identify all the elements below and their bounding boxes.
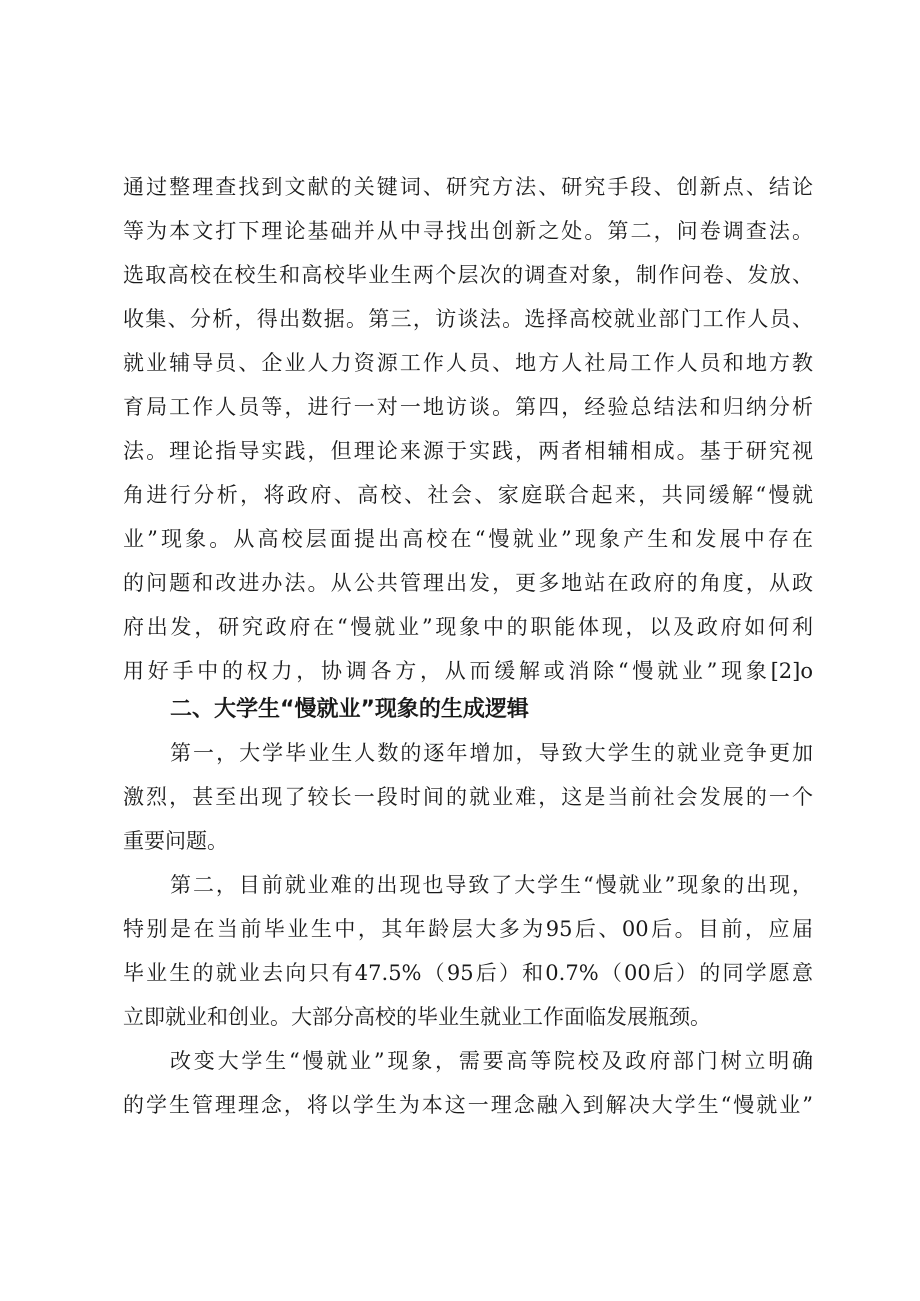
paragraph-1-line-10: 的问题和改进办法。从公共管理出发，更多地站在政府的角度，从政 (123, 571, 813, 595)
section-heading: 二、大学生“慢就业”现象的生成逻辑 (170, 697, 529, 722)
paragraph-3-line-3: 毕业生的就业去向只有47.5%（95后）和0.7%（00后）的同学愿意 (123, 961, 813, 985)
paragraph-2-line-1: 第一，大学毕业生人数的逐年增加，导致大学生的就业竞争更加 (170, 741, 813, 765)
paragraph-1-line-1: 通过整理查找到文献的关键词、研究方法、研究手段、创新点、结论 (123, 175, 813, 199)
paragraph-1-line-5: 就业辅导员、企业人力资源工作人员、地方人社局工作人员和地方教 (123, 351, 813, 375)
paragraph-3-line-2: 特别是在当前毕业生中，其年龄层大多为95后、00后。目前，应届 (123, 917, 813, 941)
paragraph-4-line-2: 的学生管理理念，将以学生为本这一理念融入到解决大学生“慢就业” (123, 1093, 813, 1117)
paragraph-1-line-8: 角进行分析，将政府、高校、社会、家庭联合起来，共同缓解“慢就 (123, 483, 813, 507)
paragraph-2-line-3: 重要问题。 (123, 829, 228, 853)
paragraph-1-line-6: 育局工作人员等，进行一对一地访谈。第四，经验总结法和归纳分析 (123, 395, 813, 419)
paragraph-2-line-2: 激烈，甚至出现了较长一段时间的就业难，这是当前社会发展的一个 (123, 785, 813, 809)
paragraph-1-line-2: 等为本文打下理论基础并从中寻找出创新之处。第二，问卷调查法。 (123, 219, 813, 243)
paragraph-1-line-12: 用好手中的权力，协调各方，从而缓解或消除“慢就业”现象[2]o (123, 659, 813, 683)
paragraph-1-line-3: 选取高校在校生和高校毕业生两个层次的调查对象，制作问卷、发放、 (123, 263, 813, 287)
paragraph-3-line-4: 立即就业和创业。大部分高校的毕业生就业工作面临发展瓶颈。 (123, 1005, 711, 1029)
paragraph-1-line-9: 业”现象。从高校层面提出高校在“慢就业”现象产生和发展中存在 (123, 527, 813, 551)
paragraph-1-line-7: 法。理论指导实践，但理论来源于实践，两者相辅相成。基于研究视 (123, 439, 813, 463)
paragraph-3-line-1: 第二，目前就业难的出现也导致了大学生“慢就业”现象的出现， (170, 873, 813, 897)
paragraph-4-line-1: 改变大学生“慢就业”现象，需要高等院校及政府部门树立明确 (170, 1049, 813, 1073)
paragraph-1-line-11: 府出发，研究政府在“慢就业”现象中的职能体现，以及政府如何利 (123, 615, 813, 639)
paragraph-1-line-4: 收集、分析，得出数据。第三，访谈法。选择高校就业部门工作人员、 (123, 307, 813, 331)
